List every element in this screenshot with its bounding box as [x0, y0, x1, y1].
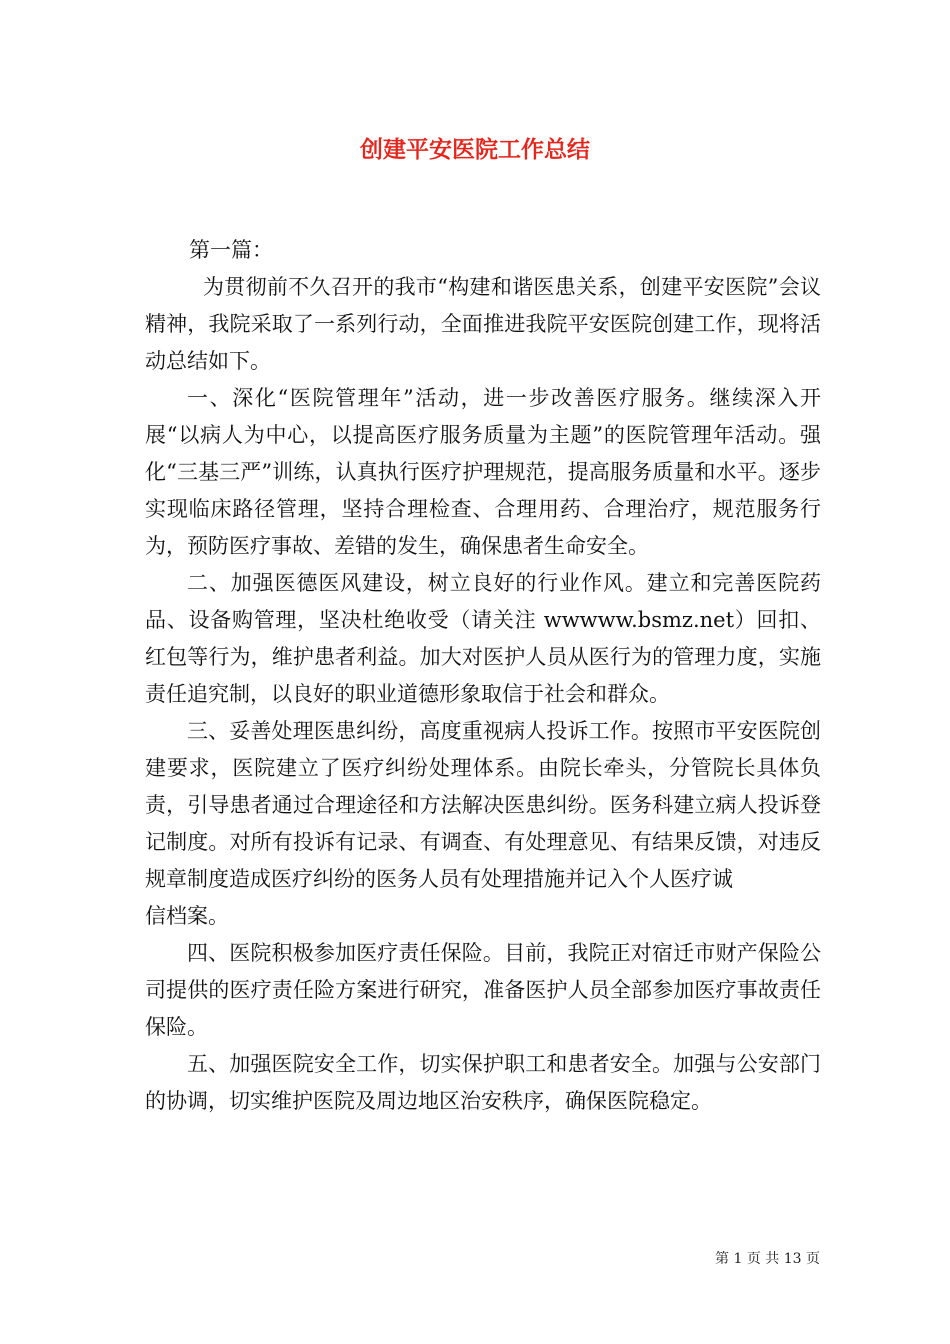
paragraph-intro: 为贯彻前不久召开的我市“构建和谐医患关系，创建平安医院”会议精神，我院采取了一系列行动，全面推进我院平安医院创建工作，现将活动总结如下。: [145, 275, 821, 373]
paragraph-section-2: 二、加强医德医风建设，树立良好的行业作风。建立和完善医院药品、设备购管理，坚决杜绝收受（请关注 wwwww.bsmz.net）回扣、红包等行为，维护患者利益。加大对医护人员从医行为的管理力度，实施责任追究制，以良好的职业道德形象取信于社会和群众。: [145, 571, 821, 706]
document-body: [145, 232, 821, 1120]
paragraph-section-3-continuation: 信档案。: [145, 904, 229, 928]
paragraph-section-3: 三、妥善处理医患纠纷，高度重视病人投诉工作。按照市平安医院创建要求，医院建立了医疗纠纷处理体系。由院长牵头，分管院长具体负责，引导患者通过合理途径和方法解决医患纠纷。医务科建立病人投诉登记制度。对所有投诉有记录、有调查、有处理意见、有结果反馈，对违反规章制度造成医疗纠纷的医务人员有处理措施并记入个人医疗诚: [145, 719, 821, 891]
paragraph-section-1: 一、深化“医院管理年”活动，进一步改善医疗服务。继续深入开展“以病人为中心，以提高医疗服务质量为主题”的医院管理年活动。强化“三基三严”训练，认真执行医疗护理规范，提高服务质量和水平。逐步实现临床路径管理，坚持合理检查、合理用药、合理治疗，规范服务行为，预防医疗事故、差错的发生，确保患者生命安全。: [145, 386, 821, 558]
section-label: 第一篇：: [189, 238, 273, 262]
paragraph-section-4: 四、医院积极参加医疗责任保险。目前，我院正对宿迁市财产保险公司提供的医疗责任险方案进行研究，准备医护人员全部参加医疗事故责任保险。: [145, 941, 821, 1039]
page-number: 第 1 页 共 13 页: [715, 1251, 820, 1267]
document-title: 创建平安医院工作总结: [360, 136, 590, 163]
paragraph-section-5: 五、加强医院安全工作，切实保护职工和患者安全。加强与公安部门的协调，切实维护医院及周边地区治安秩序，确保医院稳定。: [145, 1052, 821, 1113]
